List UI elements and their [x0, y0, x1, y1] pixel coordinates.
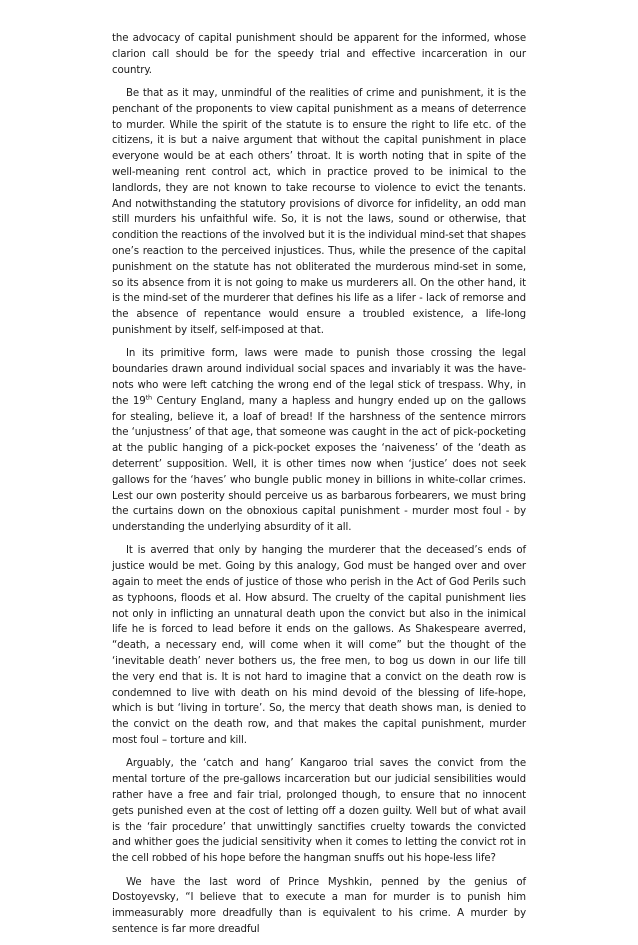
paragraph-3	[112, 346, 526, 536]
paragraph-3-text-after: Century England, many a hapless and hungry ended up on the gallows for stealing, believe it, a loaf of bread! If the harshness of the sentence mirrors the ‘unjustness’ of that age, that someone was caught in the act of pick-pocketing at the public hanging of a pick-pocket exposes the ‘naiveness’ of the ‘death as deterrent’ supposition. Well, it is other times now when ‘justice’ does not seek gallows for the ‘haves’ who bungle public money in billions in white-collar crimes. Lest our own posterity should perceive us as barbarous forbearers, we must bring the curtains down on the obnoxious capital punishment - murder most foul - by understanding the underlying absurdity of it all.	[112, 395, 526, 534]
paragraph-4: It is averred that only by hanging the murderer that the deceased’s ends of justice would be met. Going by this analogy, God must be hanged over and over again to meet the ends of justice of those who perish in the Act of God Perils such as typhoons, floods et al. How absurd. The cruelty of the capital punishment lies not only in inflicting an unnatural death upon the convict but also in the inimical life he is forced to lead before it ends on the gallows. As Shakespeare averred, “death, a necessary end, will come when it will come” but the thought of the ‘inevitable death’ never bothers us, the free men, to bog us down in our life till the very end that is. It is not hard to imagine that a convict on the death row is condemned to live with death on his mind devoid of the blessing of life-hope, which is but ‘living in torture’. So, the mercy that death shows man, is denied to the convict on the death row, and that makes the capital punishment, murder most foul – torture and kill.	[112, 545, 526, 747]
paragraph-1: the advocacy of capital punishment should be apparent for the informed, whose clarion call should be for the speedy trial and effective incarceration in our country.	[112, 33, 526, 76]
document-page	[112, 31, 526, 945]
paragraph-2: Be that as it may, unmindful of the realities of crime and punishment, it is the penchant of the proponents to view capital punishment as a means of deterrence to murder. While the spirit of the statute is to ensure the right to life etc. of the citizens, it is but a naive argument that without the capital punishment in place everyone would be at each others’ throat. It is worth noting that in spite of the well-meaning rent control act, which in practice proved to be inimical to the landlords, they are not known to take recourse to violence to evict the tenants. And notwithstanding the statutory provisions of divorce for infidelity, an odd man still murders his unfaithful wife. So, it is not the laws, sound or otherwise, that condition the reactions of the involved but it is the individual mind-set that shapes one’s reaction to the perceived injustices. Thus, while the presence of the capital punishment on the statute has not obliterated the murderous mind-set in some, so its absence from it is not going to make us murderers all. On the other hand, it is the mind-set of the murderer that defines his life as a lifer - lack of remorse and the absence of repentance would ensure a troubled existence, a life-long punishment by itself, self-imposed at that.	[112, 87, 526, 336]
paragraph-3-text-before: In its primitive form, laws were made to punish those crossing the legal boundaries drawn around individual social spaces and invariably it was the have-nots who were left catching the wrong end of the legal stick of trespass. Why, in the 19	[112, 348, 526, 407]
paragraph-6: We have the last word of Prince Myshkin, penned by the genius of Dostoyevsky, “I believe that to execute a man for murder is to punish him immeasurably more dreadfully than is equivalent to his crime. A murder by sentence is far more dreadful	[112, 876, 526, 935]
paragraph-5: Arguably, the ‘catch and hang’ Kangaroo trial saves the convict from the mental torture of the pre-gallows incarceration but our judicial sensibilities would rather have a free and fair trial, prolonged though, to ensure that no innocent gets punished even at the cost of letting off a dozen guilty. Well but of what avail is the ‘fair procedure’ that unwittingly sanctifies cruelty towards the convicted and whither goes the judicial sensitivity when it comes to letting the convict rot in the cell robbed of his hope before the hangman snuffs out his hope-less life?	[112, 758, 526, 865]
superscript-th: th	[145, 393, 153, 402]
